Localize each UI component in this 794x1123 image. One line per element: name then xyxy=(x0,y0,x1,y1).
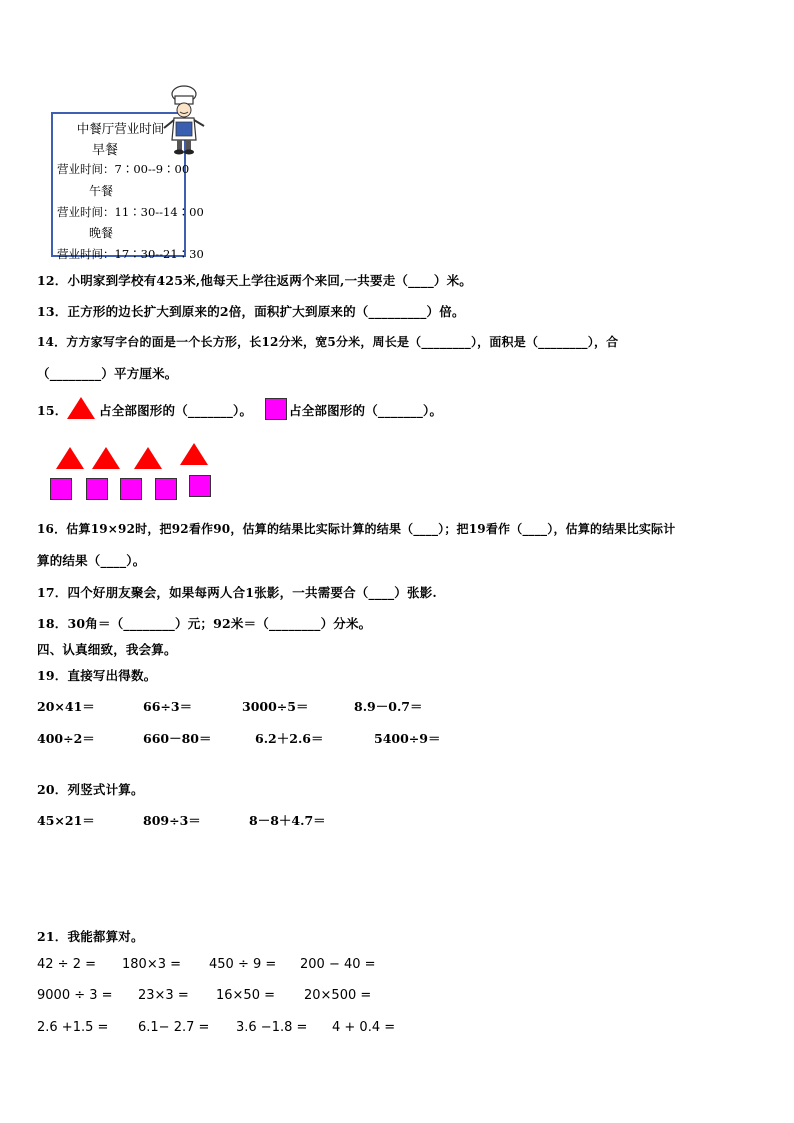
schedule-title: 中餐厅营业时间 xyxy=(76,121,165,136)
question-14-line1: 14．方方家写字台的面是一个长方形，长12分米，宽5分米，周长是（________），面积是（________），合 xyxy=(37,335,619,349)
dinner-label: 晚餐 xyxy=(88,226,113,240)
question-15-number: 15． xyxy=(37,403,68,418)
q21-r1-item: 200 − 40 = xyxy=(300,957,376,972)
q19-r1-item: 20×41＝ xyxy=(37,699,95,714)
chef-icon xyxy=(160,84,208,156)
q19-r1-item: 3000÷5＝ xyxy=(242,699,309,714)
q21-r2-item: 20×500 = xyxy=(304,988,372,1003)
question-13: 13．正方形的边长扩大到原来的2倍，面积扩大到原来的（_________）倍。 xyxy=(37,304,465,319)
q20-item: 8－8＋4.7＝ xyxy=(249,813,326,828)
question-17: 17．四个好朋友聚会，如果每两人合1张影，一共需要合（____）张影. xyxy=(37,585,437,600)
q19-r2-item: 5400÷9＝ xyxy=(374,731,441,746)
question-18: 18．30角＝（________）元；92米＝（________）分米。 xyxy=(37,616,372,631)
triangle-shape xyxy=(67,397,95,419)
figure-square-5 xyxy=(189,475,211,497)
q21-r3-item: 3.6 −1.8 = xyxy=(236,1020,308,1035)
q20-item: 45×21＝ xyxy=(37,813,95,828)
section-4-heading: 四、认真细致，我会算。 xyxy=(37,642,177,657)
question-20-title: 20．列竖式计算。 xyxy=(37,782,144,797)
q21-r1-item: 180×3 = xyxy=(122,957,182,972)
q21-r3-item: 6.1− 2.7 = xyxy=(138,1020,210,1035)
square-shape xyxy=(265,398,287,420)
q21-r1-item: 450 ÷ 9 = xyxy=(209,957,277,972)
q21-r3-item: 2.6 +1.5 = xyxy=(37,1020,109,1035)
q19-r1-item: 8.9－0.7＝ xyxy=(354,699,423,714)
figure-triangle-4 xyxy=(180,443,208,465)
q21-r2-item: 23×3 = xyxy=(138,988,189,1003)
q19-r1-item: 66÷3＝ xyxy=(143,699,193,714)
figure-triangle-1 xyxy=(56,447,84,469)
question-15-square-text: 占全部图形的（_______）。 xyxy=(289,403,443,418)
breakfast-time: 营业时间：7∶00--9∶00 xyxy=(57,162,190,176)
figure-square-3 xyxy=(120,478,142,500)
question-12: 12．小明家到学校有425米,他每天上学往返两个来回,一共要走（____）米。 xyxy=(37,273,472,288)
q20-item: 809÷3＝ xyxy=(143,813,201,828)
question-16-line1: 16．估算19×92时，把92看作90，估算的结果比实际计算的结果（____）；把19看作（____），估算的结果比实际计 xyxy=(37,522,676,536)
breakfast-label: 早餐 xyxy=(91,143,118,158)
figure-triangle-3 xyxy=(134,447,162,469)
figure-square-4 xyxy=(155,478,177,500)
question-16-line2: 算的结果（____）。 xyxy=(37,553,146,568)
q21-r2-item: 9000 ÷ 3 = xyxy=(37,988,113,1003)
figure-square-2 xyxy=(86,478,108,500)
figure-triangle-2 xyxy=(92,447,120,469)
q19-r2-item: 660－80＝ xyxy=(143,731,212,746)
question-21-title: 21．我能都算对。 xyxy=(37,929,144,944)
question-19-title: 19．直接写出得数。 xyxy=(37,668,157,683)
q19-r2-item: 400÷2＝ xyxy=(37,731,95,746)
figure-square-1 xyxy=(50,478,72,500)
question-15-triangle-text: 占全部图形的（_______）。 xyxy=(99,403,253,418)
q19-r2-item: 6.2＋2.6＝ xyxy=(255,731,324,746)
q21-r2-item: 16×50 = xyxy=(216,988,276,1003)
q21-r3-item: 4 + 0.4 = xyxy=(332,1020,396,1035)
q21-r1-item: 42 ÷ 2 = xyxy=(37,957,96,972)
lunch-time: 营业时间：11∶30--14∶00 xyxy=(57,205,204,219)
lunch-label: 午餐 xyxy=(88,184,113,198)
dinner-time: 营业时间：17∶30--21∶30 xyxy=(57,247,204,261)
question-14-line2: （________）平方厘米。 xyxy=(37,366,178,381)
